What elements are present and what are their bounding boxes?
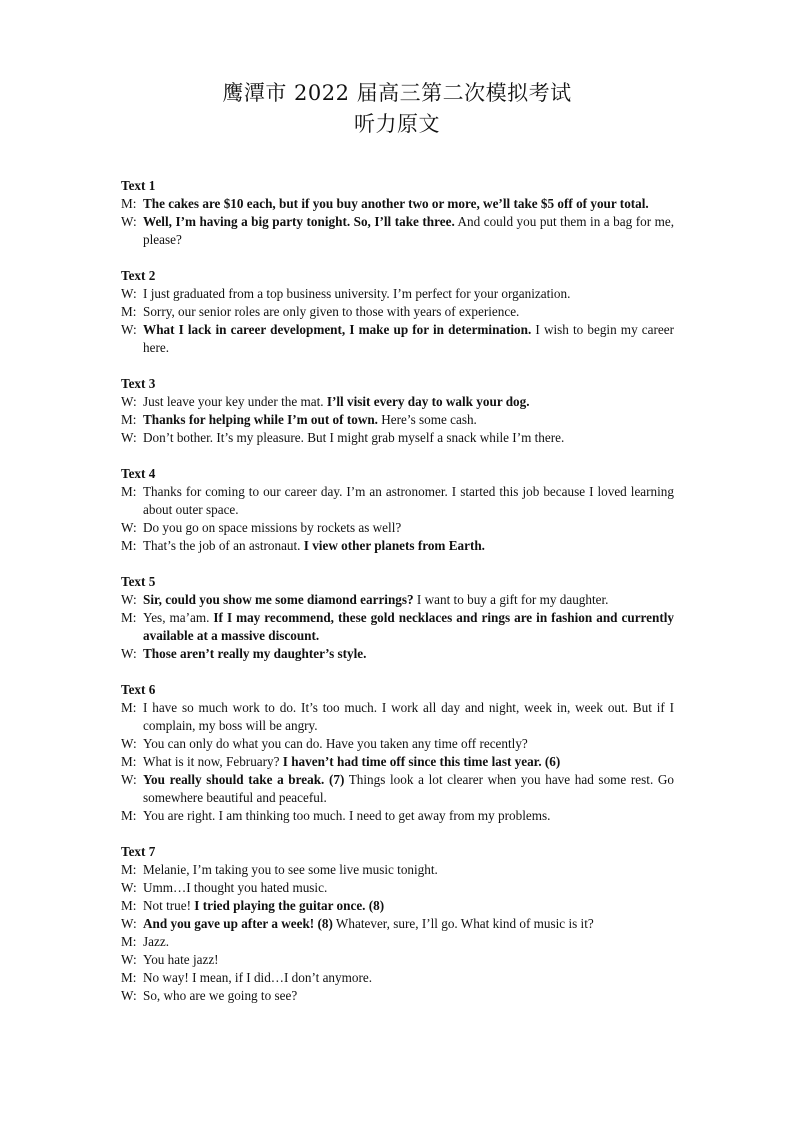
speaker-label: M: — [121, 538, 137, 553]
dialogue-line — [121, 987, 674, 1005]
dialogue-text: I just graduated from a top business university. I’m perfect for your organization. — [143, 286, 571, 301]
dialogue-line — [121, 645, 674, 663]
dialogue-line — [121, 303, 674, 321]
dialogue-line — [121, 969, 674, 987]
dialogue-line — [121, 753, 674, 771]
speaker-label: M: — [121, 754, 137, 769]
speaker-label: W: — [121, 880, 137, 895]
speaker-label: W: — [121, 286, 137, 301]
dialogue-line — [121, 879, 674, 897]
dialogue-text: Sorry, our senior roles are only given to those with years of experience. — [143, 304, 520, 319]
speaker-label: W: — [121, 214, 137, 229]
speaker-label: M: — [121, 412, 137, 427]
dialogue-text: Do you go on space missions by rockets as well? — [143, 520, 402, 535]
answer-text: And you gave up after a week! (8) — [143, 916, 333, 931]
dialogue-text: Jazz. — [143, 934, 169, 949]
dialogue-text: So, who are we going to see? — [143, 988, 298, 1003]
dialogue-line — [121, 411, 674, 429]
dialogue-text: Not true! — [143, 898, 195, 913]
answer-text: You really should take a break. (7) — [143, 772, 345, 787]
speaker-label: M: — [121, 862, 137, 877]
dialogue-line — [121, 897, 674, 915]
dialogue-text: Whatever, sure, I’ll go. What kind of music is it? — [332, 916, 594, 931]
dialogue-text: You are right. I am thinking too much. I need to get away from my problems. — [143, 808, 551, 823]
dialogue-text: Here’s some cash. — [377, 412, 477, 427]
dialogue-text: I want to buy a gift for my daughter. — [413, 592, 609, 607]
answer-text: What I lack in career development, I make up for in determination. — [143, 322, 532, 337]
dialogue-line — [121, 861, 674, 879]
dialogue-text: Umm…I thought you hated music. — [143, 880, 328, 895]
speaker-label: W: — [121, 988, 137, 1003]
dialogue-line — [121, 807, 674, 825]
speaker-label: W: — [121, 394, 137, 409]
answer-text: If I may recommend, these gold necklaces and rings are in fashion and currently available at a massive discount. — [143, 610, 674, 643]
dialogue-line — [121, 591, 674, 609]
document-subtitle: 听力原文 — [354, 112, 440, 136]
transcript-section — [121, 375, 674, 447]
answer-text: I tried playing the guitar once. (8) — [194, 898, 385, 913]
speaker-label: M: — [121, 700, 137, 715]
dialogue-line — [121, 213, 674, 249]
speaker-label: W: — [121, 736, 137, 751]
dialogue-text: I have so much work to do. It’s too much. I work all day and night, week in, week out. But if I complain, my boss will be angry. — [143, 700, 674, 733]
dialogue-line — [121, 519, 674, 537]
dialogue-line — [121, 933, 674, 951]
speaker-label: W: — [121, 646, 137, 661]
dialogue-text: I wish to begin my career here. — [143, 322, 674, 355]
transcript-section — [121, 267, 674, 357]
dialogue-text: That’s the job of an astronaut. — [143, 538, 304, 553]
speaker-label: W: — [121, 952, 137, 967]
transcript-section — [121, 465, 674, 555]
transcript-section — [121, 573, 674, 663]
dialogue-text: And could you put them in a bag for me, please? — [143, 214, 675, 247]
dialogue-line — [121, 537, 674, 555]
speaker-label: W: — [121, 772, 137, 787]
dialogue-line — [121, 393, 674, 411]
dialogue-text: Yes, ma’am. — [143, 610, 214, 625]
dialogue-line — [121, 321, 674, 357]
answer-text: Sir, could you show me some diamond earrings? — [143, 592, 414, 607]
section-title: Text 3 — [121, 376, 156, 391]
section-title: Text 2 — [121, 268, 156, 283]
section-title: Text 6 — [121, 682, 156, 697]
dialogue-line — [121, 735, 674, 753]
dialogue-line — [121, 429, 674, 447]
dialogue-line — [121, 699, 674, 735]
section-title: Text 4 — [121, 466, 156, 481]
transcript-body — [121, 177, 674, 1023]
section-title: Text 7 — [121, 844, 156, 859]
speaker-label: M: — [121, 970, 137, 985]
dialogue-line — [121, 951, 674, 969]
transcript-section — [121, 843, 674, 1005]
dialogue-line — [121, 483, 674, 519]
speaker-label: M: — [121, 808, 137, 823]
dialogue-line — [121, 609, 674, 645]
speaker-label: W: — [121, 322, 137, 337]
speaker-label: M: — [121, 610, 137, 625]
dialogue-line — [121, 771, 674, 807]
speaker-label: M: — [121, 898, 137, 913]
speaker-label: W: — [121, 916, 137, 931]
dialogue-text: Melanie, I’m taking you to see some live music tonight. — [143, 862, 438, 877]
answer-text: Well, I’m having a big party tonight. So, I’ll take three. — [143, 214, 455, 229]
speaker-label: M: — [121, 484, 137, 499]
dialogue-text: Things look a lot clearer when you have had some rest. Go somewhere beautiful and peaceful. — [143, 772, 674, 805]
section-title: Text 1 — [121, 178, 156, 193]
answer-text: The cakes are $10 each, but if you buy another two or more, we’ll take $5 off of your total. — [143, 196, 649, 211]
dialogue-text: Thanks for coming to our career day. I’m an astronomer. I started this job because I loved learning about outer space. — [143, 484, 674, 517]
speaker-label: M: — [121, 196, 137, 211]
dialogue-line — [121, 915, 674, 933]
answer-text: I haven’t had time off since this time last year. (6) — [282, 754, 561, 769]
answer-text: Thanks for helping while I’m out of town. — [143, 412, 378, 427]
section-title: Text 5 — [121, 574, 156, 589]
dialogue-text: You hate jazz! — [143, 952, 219, 967]
dialogue-text: What is it now, February? — [143, 754, 283, 769]
answer-text: I’ll visit every day to walk your dog. — [326, 394, 530, 409]
document-title: 鹰潭市 2022 届高三第二次模拟考试 — [222, 81, 572, 105]
speaker-label: W: — [121, 520, 137, 535]
speaker-label: W: — [121, 430, 137, 445]
dialogue-line — [121, 285, 674, 303]
transcript-section — [121, 681, 674, 825]
dialogue-text: Just leave your key under the mat. — [143, 394, 327, 409]
answer-text: Those aren’t really my daughter’s style. — [143, 646, 367, 661]
speaker-label: W: — [121, 592, 137, 607]
speaker-label: M: — [121, 304, 137, 319]
dialogue-line — [121, 195, 674, 213]
answer-text: I view other planets from Earth. — [303, 538, 485, 553]
transcript-section — [121, 177, 674, 249]
dialogue-text: Don’t bother. It’s my pleasure. But I might grab myself a snack while I’m there. — [143, 430, 565, 445]
dialogue-text: You can only do what you can do. Have you taken any time off recently? — [143, 736, 528, 751]
speaker-label: M: — [121, 934, 137, 949]
dialogue-text: No way! I mean, if I did…I don’t anymore. — [143, 970, 373, 985]
